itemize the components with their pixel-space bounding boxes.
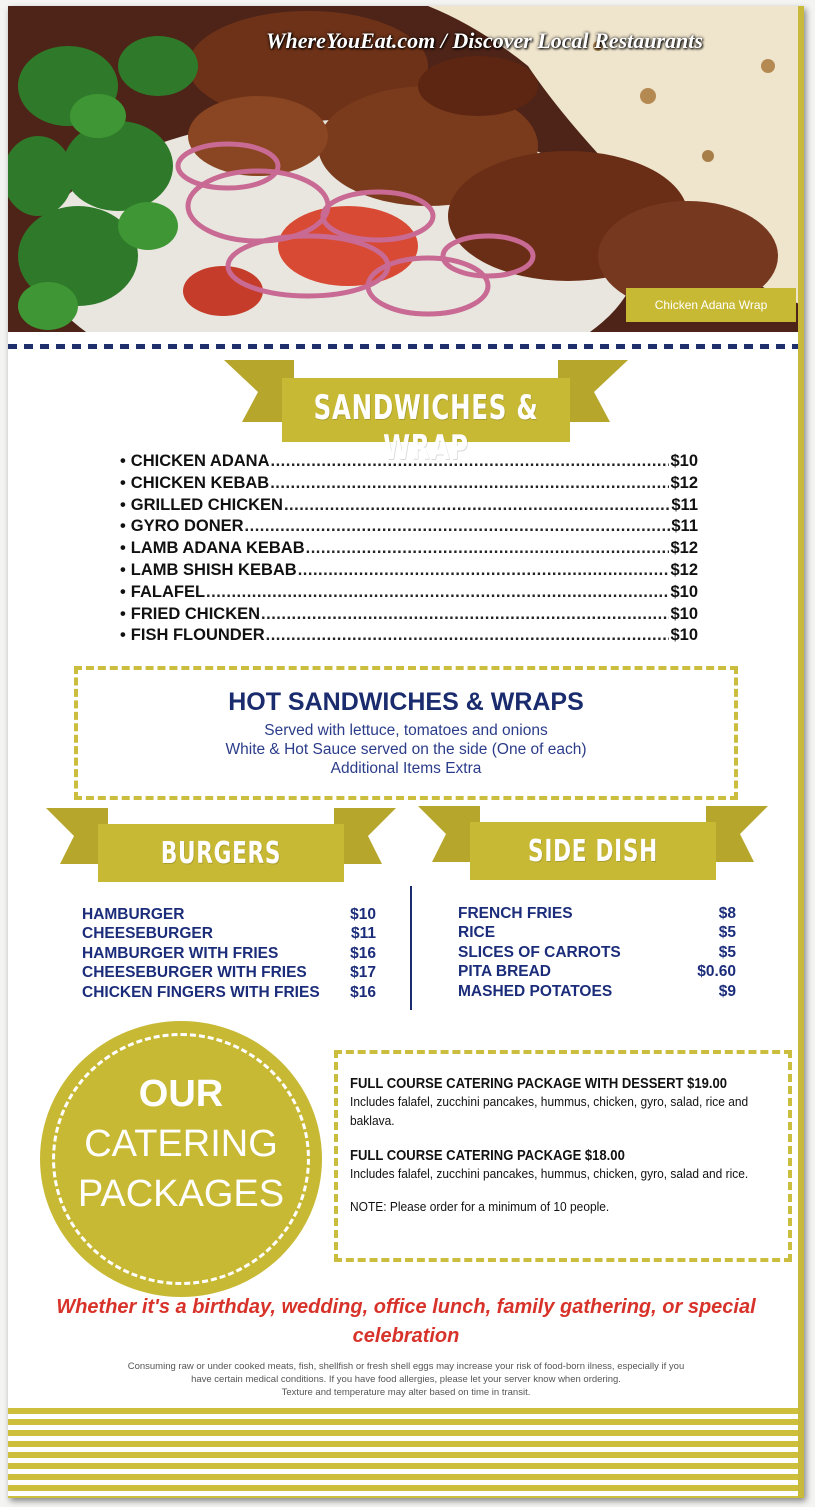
hot-sandwiches-title: HOT SANDWICHES & WRAPS: [228, 688, 584, 716]
list-item: CHEESEBURGER $11: [82, 925, 376, 943]
list-item: CHICKEN FINGERS WITH FRIES $16: [82, 983, 376, 1001]
package-title: FULL COURSE CATERING PACKAGE $18.00: [350, 1148, 625, 1164]
hot-sandwiches-line: White & Hot Sauce served on the side (One of each): [225, 741, 587, 758]
list-item: HAMBURGER WITH FRIES $16: [82, 944, 376, 962]
burgers-banner: [46, 806, 396, 886]
list-item: MASHED POTATOES $9: [458, 982, 736, 1000]
food-safety-disclaimer: [88, 1360, 724, 1399]
list-item: • CHICKEN KEBAB ..... $12: [120, 474, 698, 496]
hot-sandwiches-box: [74, 666, 738, 800]
list-item: • FISH FLOUNDER ..... $10: [120, 626, 698, 648]
hot-sandwiches-line: Served with lettuce, tomatoes and onions: [264, 722, 548, 739]
footer-stripes: [8, 1408, 804, 1498]
side-dish-list: [458, 905, 736, 1002]
catering-badge-line: PACKAGES: [77, 1173, 285, 1215]
list-item: FRENCH FRIES $8: [458, 905, 736, 922]
list-item: SLICES OF CARROTS $5: [458, 943, 736, 961]
menu-page: [8, 6, 804, 1498]
food-photo-illustration: [8, 6, 804, 332]
catering-badge: [40, 1021, 322, 1297]
package-title: FULL COURSE CATERING PACKAGE WITH DESSERT $19.00: [350, 1076, 728, 1092]
hot-sandwiches-line: Additional Items Extra: [330, 760, 482, 777]
celebration-tagline: Whether it's a birthday, wedding, office lunch, family gathering, or special celebration: [56, 1296, 756, 1347]
photo-caption: Chicken Adana Wrap: [626, 288, 796, 322]
page-edge-strip: [798, 6, 804, 1498]
list-item: • LAMB ADANA KEBAB ..... $12: [120, 539, 698, 561]
catering-note: NOTE: Please order for a minimum of 10 people.: [350, 1199, 610, 1214]
list-item: • FRIED CHICKEN ..... $10: [120, 605, 698, 627]
list-item: • GRILLED CHICKEN ..... $11: [120, 496, 698, 518]
package-description: Includes falafel, zucchini pancakes, hummus, chicken, gyro, salad and rice.: [350, 1166, 749, 1181]
sandwiches-banner-label: SANDWICHES & WRAP: [313, 388, 539, 468]
hero-photo: [8, 6, 804, 332]
list-item: • FALAFEL ..... $10: [120, 583, 698, 605]
side-dish-banner: [418, 804, 768, 884]
side-dish-banner-label: SIDE DISH: [528, 834, 658, 869]
catering-badge-line: OUR: [138, 1073, 224, 1115]
list-item: PITA BREAD $0.60: [458, 963, 736, 981]
list-item: • LAMB SHISH KEBAB ..... $12: [120, 561, 698, 583]
list-item: • CHICKEN ADANA ..... $10: [120, 452, 698, 474]
list-item: HAMBURGER $10: [82, 906, 376, 923]
disclaimer-line: Consuming raw or under cooked meats, fish, shellfish or fresh shell eggs may increase your risk of food-born ilness, especially if you: [127, 1361, 685, 1372]
list-item: CHEESEBURGER WITH FRIES $17: [82, 964, 376, 982]
list-item: • GYRO DONER ..... $11: [120, 517, 698, 539]
watermark-text: WhereYouEat.com / Discover Local Restaurants: [266, 28, 703, 53]
dashed-divider: [8, 344, 804, 349]
disclaimer-line: have certain medical conditions. If you have food allergies, please let your server know when ordering.: [191, 1374, 621, 1385]
column-divider: [410, 886, 412, 1010]
catering-badge-line: CATERING: [84, 1123, 278, 1165]
burgers-banner-label: BURGERS: [160, 836, 282, 871]
catering-packages-box: [334, 1050, 792, 1262]
package-description: Includes falafel, zucchini pancakes, hummus, chicken, gyro, salad, rice and baklava.: [350, 1094, 749, 1128]
sandwiches-list: [120, 452, 698, 648]
burgers-list: [82, 906, 376, 1003]
list-item: RICE $5: [458, 924, 736, 942]
disclaimer-line: Texture and temperature may alter based on time in transit.: [281, 1387, 531, 1398]
